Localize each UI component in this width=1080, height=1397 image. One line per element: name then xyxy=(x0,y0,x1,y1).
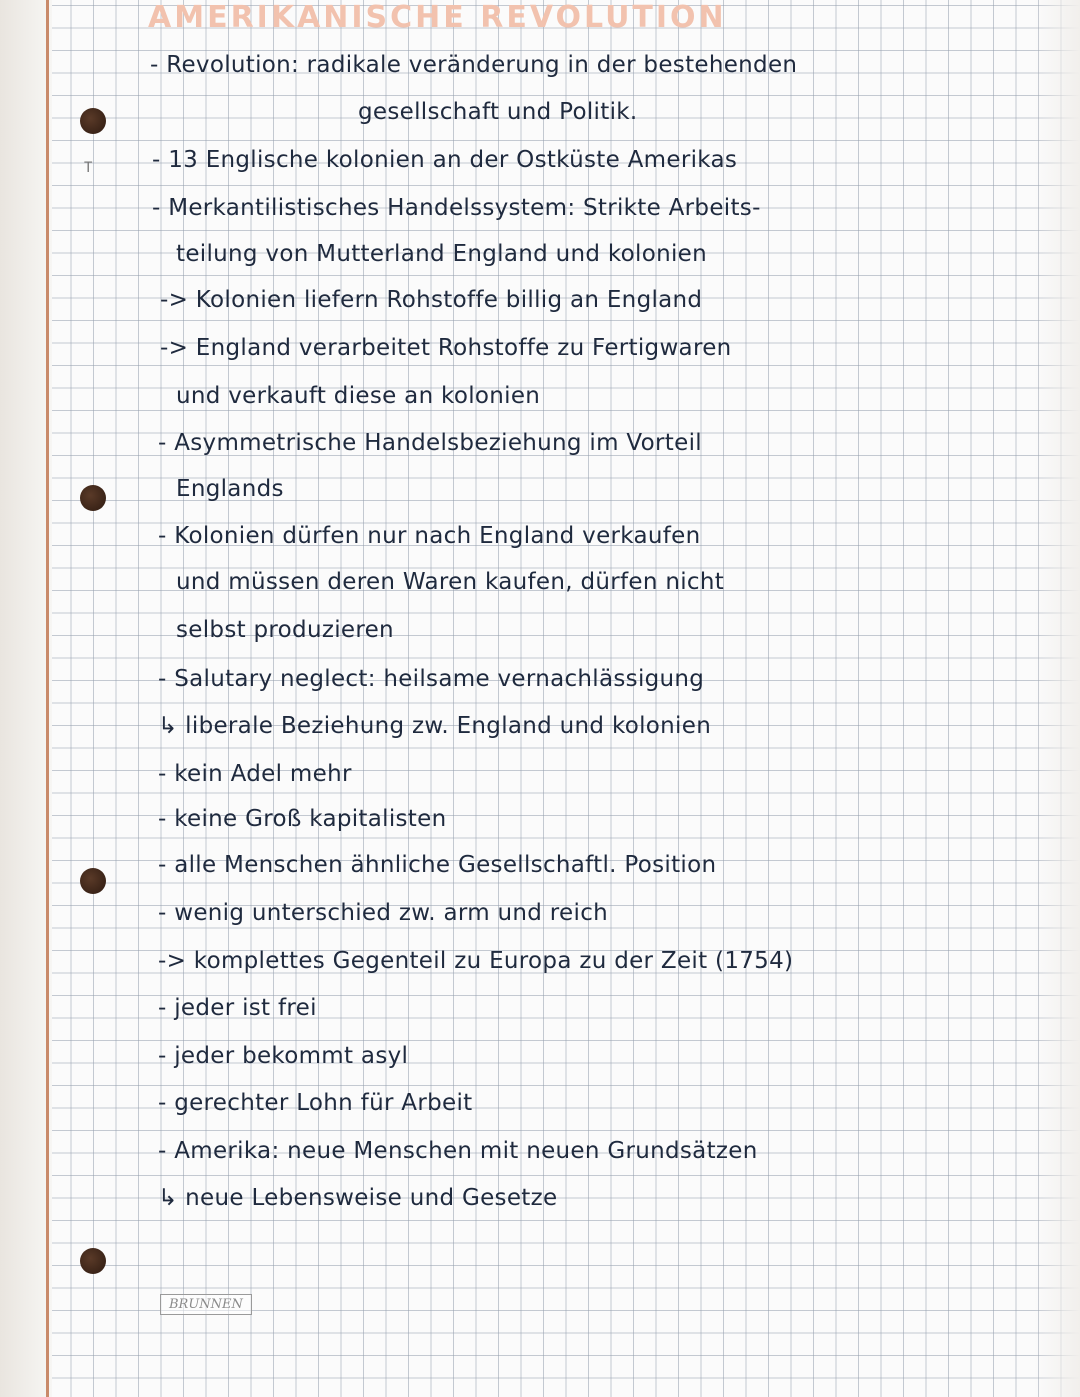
note-line: - gerechter Lohn für Arbeit xyxy=(158,1090,473,1116)
note-line: - Merkantilistisches Handelssystem: Strikte Arbeits- xyxy=(152,195,761,221)
pencil-tick-mark: T xyxy=(84,160,93,176)
note-line: -> Kolonien liefern Rohstoffe billig an England xyxy=(160,287,703,313)
page-title: AMERIKANISCHE REVOLUTION xyxy=(148,0,727,35)
note-line: ↳ neue Lebensweise und Gesetze xyxy=(158,1185,558,1211)
margin-line xyxy=(46,0,49,1397)
note-line: ↳ liberale Beziehung zw. England und kolonien xyxy=(158,713,712,739)
brand-stamp: BRUNNEN xyxy=(160,1294,252,1315)
note-line: - wenig unterschied zw. arm und reich xyxy=(158,900,609,926)
note-line: - keine Groß kapitalisten xyxy=(158,806,447,832)
note-line: gesellschaft und Politik. xyxy=(358,99,638,125)
page-right-edge xyxy=(1034,0,1080,1397)
note-line: selbst produzieren xyxy=(176,617,394,643)
note-line: - jeder ist frei xyxy=(158,995,317,1021)
note-line: - Salutary neglect: heilsame vernachlässigung xyxy=(158,666,705,692)
note-line: - jeder bekommt asyl xyxy=(158,1043,409,1069)
note-line: - Revolution: radikale veränderung in der bestehenden xyxy=(150,52,798,78)
note-line: - 13 Englische kolonien an der Ostküste Amerikas xyxy=(152,147,738,173)
note-line: Englands xyxy=(176,476,284,502)
note-line: - Kolonien dürfen nur nach England verkaufen xyxy=(158,523,701,549)
punch-hole xyxy=(80,868,106,894)
page-left-edge xyxy=(0,0,52,1397)
punch-hole xyxy=(80,108,106,134)
note-line: und müssen deren Waren kaufen, dürfen nicht xyxy=(176,569,725,595)
note-line: - alle Menschen ähnliche Gesellschaftl. Position xyxy=(158,852,717,878)
note-line: -> England verarbeitet Rohstoffe zu Fertigwaren xyxy=(160,335,732,361)
punch-hole xyxy=(80,1248,106,1274)
note-line: - kein Adel mehr xyxy=(158,761,352,787)
note-line: teilung von Mutterland England und kolonien xyxy=(176,241,707,267)
note-line: - Asymmetrische Handelsbeziehung im Vorteil xyxy=(158,430,702,456)
note-line: und verkauft diese an kolonien xyxy=(176,383,541,409)
note-line: - Amerika: neue Menschen mit neuen Grundsätzen xyxy=(158,1138,758,1164)
punch-hole xyxy=(80,485,106,511)
note-line: -> komplettes Gegenteil zu Europa zu der Zeit (1754) xyxy=(158,948,794,974)
